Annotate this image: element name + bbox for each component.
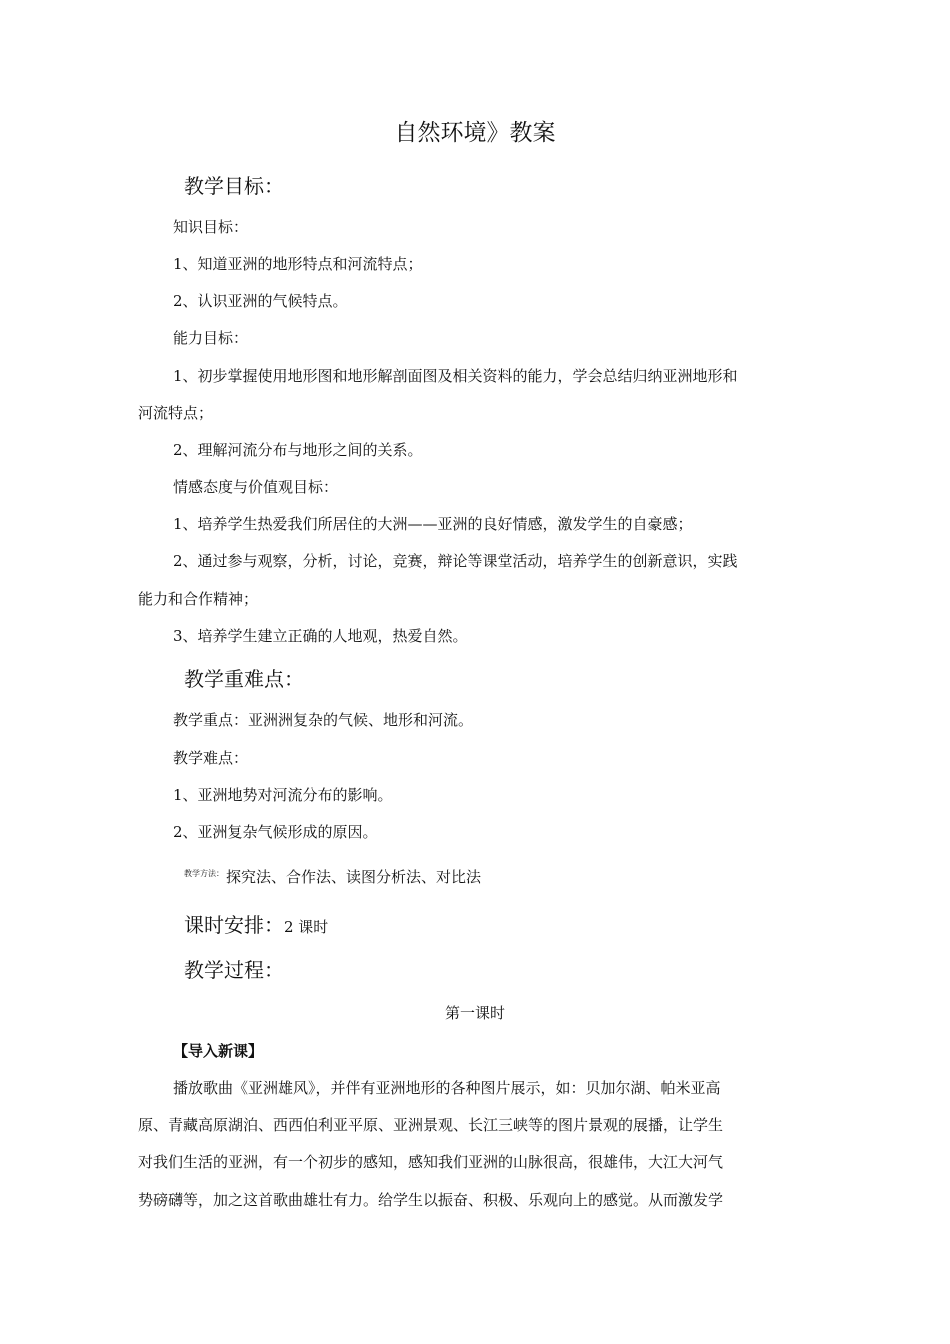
document-title: 自然环境》教案	[394, 120, 556, 146]
intro-line: 势磅礴等，加之这首歌曲雄壮有力。给学生以振奋、积极、乐观向上的感觉。从而激发学	[138, 1191, 724, 1209]
ability-item-line: 1、初步掌握使用地形图和地形解剖面图及相关资料的能力，学会总结归纳亚洲地形和	[173, 367, 738, 385]
intro-line: 播放歌曲《亚洲雄风》，并伴有亚洲地形的各种图片展示，如：贝加尔湖、帕米亚高	[173, 1079, 721, 1097]
difficult-label: 教学难点：	[173, 749, 249, 767]
emotion-item-line: 能力和合作精神；	[138, 590, 259, 608]
process-heading: 教学过程：	[184, 958, 284, 982]
difficult-item: 2、亚洲复杂气候形成的原因。	[173, 823, 378, 841]
emotion-item: 1、培养学生热爱我们所居住的大洲——亚洲的良好情感，激发学生的自豪感；	[173, 515, 693, 533]
key-point: 教学重点：亚洲洲复杂的气候、地形和河流。	[173, 711, 474, 729]
ability-label: 能力目标：	[173, 329, 249, 347]
intro-label: 【导入新课】	[173, 1042, 264, 1060]
key-heading: 教学重难点：	[184, 667, 304, 691]
knowledge-item: 2、认识亚洲的气候特点。	[173, 292, 348, 310]
knowledge-item: 1、知道亚洲的地形特点和河流特点；	[173, 255, 423, 273]
method-label: 教学方法：	[184, 869, 224, 878]
intro-line: 对我们生活的亚洲，有一个初步的感知，感知我们亚洲的山脉很高，很雄伟，大江大河气	[138, 1153, 724, 1171]
ability-item-line: 河流特点；	[138, 404, 214, 422]
difficult-item: 1、亚洲地势对河流分布的影响。	[173, 786, 393, 804]
method-value: 探究法、合作法、读图分析法、对比法	[226, 868, 482, 886]
intro-line: 原、青藏高原湖泊、西西伯利亚平原、亚洲景观、长江三峡等的图片景观的展播，让学生	[138, 1116, 724, 1134]
objectives-heading: 教学目标：	[184, 174, 284, 198]
schedule-line	[184, 911, 328, 941]
ability-item: 2、理解河流分布与地形之间的关系。	[173, 441, 423, 459]
schedule-heading: 课时安排：	[184, 913, 284, 937]
emotion-item-line: 2、通过参与观察，分析，讨论，竞赛，辩论等课堂活动，培养学生的创新意识，实践	[173, 552, 738, 570]
schedule-value: 2 课时	[284, 918, 329, 936]
knowledge-label: 知识目标：	[173, 218, 249, 236]
emotion-label: 情感态度与价值观目标：	[173, 478, 339, 496]
lesson-title: 第一课时	[444, 1004, 505, 1022]
emotion-item: 3、培养学生建立正确的人地观，热爱自然。	[173, 627, 468, 645]
method-line	[184, 863, 481, 888]
